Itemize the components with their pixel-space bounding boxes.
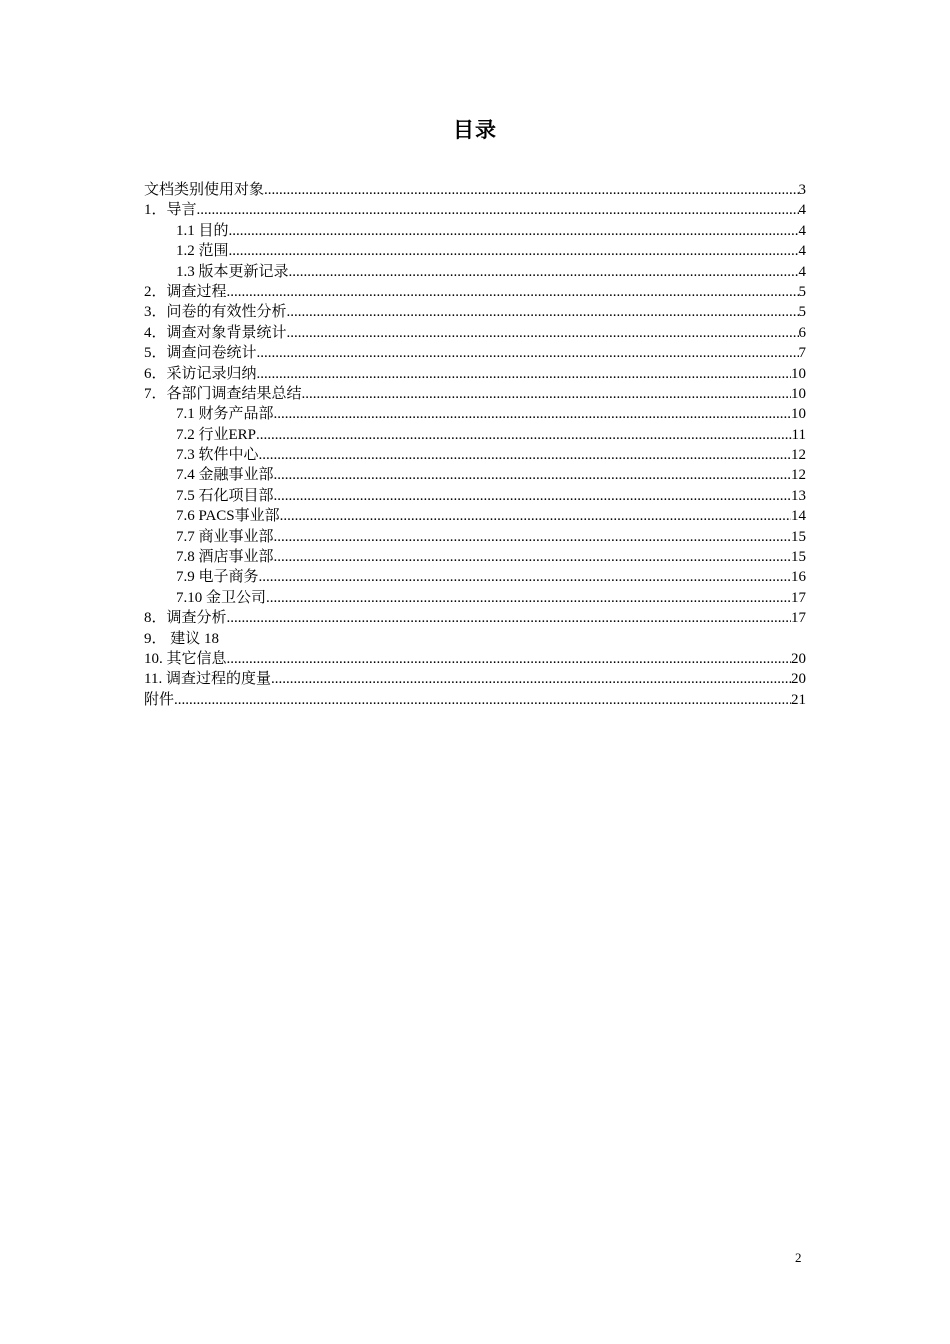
toc-entry[interactable] bbox=[144, 486, 806, 506]
toc-entry-label: 7.2 行业ERP bbox=[176, 426, 257, 443]
toc-entry-page-number: 3 bbox=[798, 182, 806, 198]
toc-entry[interactable] bbox=[144, 445, 806, 465]
toc-entry-label: 1.3 版本更新记录 bbox=[176, 263, 289, 280]
toc-entry[interactable] bbox=[144, 221, 806, 241]
toc-entry-page-number: 5 bbox=[798, 304, 806, 321]
toc-entry-label: 1.2 范围 bbox=[176, 243, 229, 260]
toc-entry[interactable] bbox=[144, 629, 806, 649]
toc-entry-label: 7．各部门调查结果总结 bbox=[144, 385, 302, 402]
toc-dot-leader bbox=[229, 221, 799, 241]
toc-entry[interactable] bbox=[144, 567, 806, 587]
toc-entry-page-number: 16 bbox=[791, 569, 806, 586]
toc-entry[interactable] bbox=[144, 608, 806, 628]
toc-entry-label: 9． 建议 18 bbox=[144, 630, 220, 647]
toc-entry-label: 7.6 PACS事业部 bbox=[176, 508, 280, 525]
toc-entry-page-number: 4 bbox=[798, 202, 806, 219]
toc-dot-leader bbox=[271, 669, 791, 689]
toc-entry-page-number: 14 bbox=[791, 508, 806, 525]
toc-entry-label: 7.10 金卫公司 bbox=[176, 589, 267, 606]
toc-entry-page-number: 5 bbox=[798, 283, 806, 300]
toc-entry-label: 7.7 商业事业部 bbox=[176, 528, 274, 545]
table-of-contents bbox=[144, 180, 806, 710]
toc-entry-label: 7.1 财务产品部 bbox=[176, 406, 274, 423]
toc-entry-label: 4．调查对象背景统计 bbox=[144, 324, 287, 341]
toc-dot-leader bbox=[256, 425, 792, 445]
toc-dot-leader bbox=[280, 506, 791, 526]
toc-entry-page-number: 4 bbox=[798, 243, 806, 260]
toc-dot-leader bbox=[174, 690, 791, 710]
toc-dot-leader bbox=[266, 588, 791, 608]
toc-entry[interactable] bbox=[144, 649, 806, 669]
toc-entry[interactable] bbox=[144, 588, 806, 608]
toc-dot-leader bbox=[227, 282, 799, 302]
toc-entry-label: 6．采访记录归纳 bbox=[144, 365, 257, 382]
toc-entry-page-number: 13 bbox=[791, 487, 806, 504]
toc-entry-page-number: 12 bbox=[791, 467, 806, 484]
toc-entry[interactable] bbox=[144, 343, 806, 363]
toc-entry-label: 7.8 酒店事业部 bbox=[176, 549, 274, 566]
toc-entry[interactable] bbox=[144, 506, 806, 526]
toc-dot-leader bbox=[274, 547, 791, 567]
toc-entry[interactable] bbox=[144, 180, 806, 200]
toc-entry[interactable] bbox=[144, 404, 806, 424]
toc-dot-leader bbox=[287, 323, 799, 343]
toc-dot-leader bbox=[274, 527, 791, 547]
toc-dot-leader bbox=[259, 567, 791, 587]
toc-dot-leader bbox=[289, 262, 799, 282]
toc-entry-page-number: 10 bbox=[791, 406, 806, 423]
toc-entry[interactable] bbox=[144, 200, 806, 220]
toc-entry-label: 7.9 电子商务 bbox=[176, 569, 259, 586]
toc-entry[interactable] bbox=[144, 364, 806, 384]
toc-dot-leader bbox=[197, 200, 799, 220]
toc-dot-leader bbox=[257, 364, 791, 384]
toc-entry[interactable] bbox=[144, 323, 806, 343]
toc-dot-leader bbox=[227, 608, 791, 628]
toc-entry[interactable] bbox=[144, 690, 806, 710]
toc-entry-page-number: 12 bbox=[791, 447, 806, 464]
toc-entry-label: 8．调查分析 bbox=[144, 610, 227, 627]
toc-entry-page-number: 17 bbox=[791, 589, 806, 606]
toc-entry-page-number: 4 bbox=[798, 222, 806, 239]
toc-entry-page-number: 11 bbox=[791, 426, 806, 443]
toc-entry[interactable] bbox=[144, 527, 806, 547]
toc-dot-leader bbox=[264, 180, 798, 200]
toc-entry[interactable] bbox=[144, 262, 806, 282]
toc-entry-label: 文档类别使用对象 bbox=[144, 182, 265, 198]
page-title: 目录 bbox=[453, 118, 497, 142]
toc-entry-label: 1.1 目的 bbox=[176, 222, 229, 239]
toc-dot-leader bbox=[227, 649, 791, 669]
toc-entry-label: 7.3 软件中心 bbox=[176, 447, 259, 464]
toc-entry[interactable] bbox=[144, 425, 806, 445]
toc-entry-page-number: 17 bbox=[791, 610, 806, 627]
toc-entry-page-number: 10 bbox=[791, 365, 806, 382]
toc-entry[interactable] bbox=[144, 282, 806, 302]
toc-entry[interactable] bbox=[144, 384, 806, 404]
toc-entry-label: 7.5 石化项目部 bbox=[176, 487, 274, 504]
toc-entry[interactable] bbox=[144, 669, 806, 689]
toc-dot-leader bbox=[274, 404, 791, 424]
toc-entry[interactable] bbox=[144, 547, 806, 567]
toc-entry[interactable] bbox=[144, 302, 806, 322]
toc-dot-leader bbox=[287, 302, 799, 322]
page-number: 2 bbox=[795, 1250, 802, 1265]
toc-entry-label: 2．调查过程 bbox=[144, 283, 227, 300]
toc-entry-page-number: 7 bbox=[798, 345, 806, 362]
toc-entry-label: 1．导言 bbox=[144, 202, 197, 219]
toc-entry[interactable] bbox=[144, 465, 806, 485]
toc-entry-page-number: 6 bbox=[798, 324, 806, 341]
toc-dot-leader bbox=[229, 241, 799, 261]
toc-entry-label: 7.4 金融事业部 bbox=[176, 467, 274, 484]
toc-entry-page-number: 15 bbox=[791, 549, 806, 566]
toc-dot-leader bbox=[274, 465, 791, 485]
toc-entry-label: 3．问卷的有效性分析 bbox=[144, 304, 287, 321]
toc-entry-page-number: 4 bbox=[798, 263, 806, 280]
toc-entry-label: 附件 bbox=[144, 691, 175, 708]
toc-entry-label: 10. 其它信息 bbox=[144, 650, 227, 667]
toc-dot-leader bbox=[302, 384, 791, 404]
toc-entry-page-number: 21 bbox=[791, 691, 806, 708]
toc-dot-leader bbox=[259, 445, 791, 465]
toc-dot-leader bbox=[257, 343, 799, 363]
toc-entry-label: 11. 调查过程的度量 bbox=[144, 671, 271, 688]
toc-entry-page-number: 20 bbox=[791, 650, 806, 667]
toc-entry-label: 5．调查问卷统计 bbox=[144, 345, 257, 362]
toc-entry[interactable] bbox=[144, 241, 806, 261]
toc-dot-leader bbox=[274, 486, 791, 506]
toc-entry-page-number: 15 bbox=[791, 528, 806, 545]
toc-entry-page-number: 10 bbox=[791, 385, 806, 402]
toc-entry-page-number: 20 bbox=[791, 671, 806, 688]
